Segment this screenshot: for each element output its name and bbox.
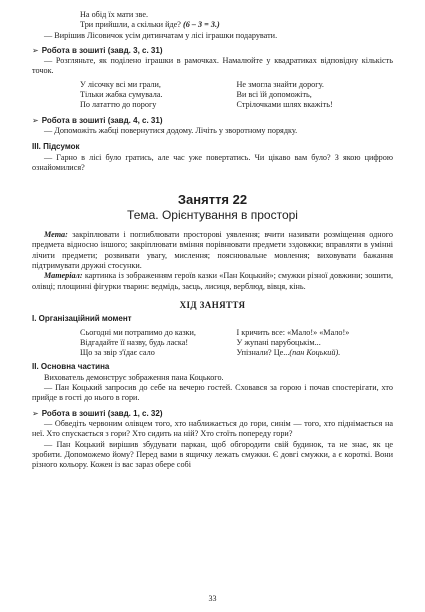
task-text: — Обведіть червоним олівцем того, хто наближається до гори, синім — того, хто піднімається на неї. Хто спускається з гори? Хто сидить на ній? Хто стоїть попереду гори? xyxy=(32,418,393,439)
poem-line: По лататтю до порогу xyxy=(80,100,157,110)
task-heading-row xyxy=(32,46,393,56)
top-poem xyxy=(32,10,393,31)
goal-label: Мета: xyxy=(44,230,68,240)
top-poem-text: Три прийшли, а скільки йде? xyxy=(80,20,181,30)
goal-paragraph xyxy=(32,230,393,271)
arrow-bullet-icon: ➢ xyxy=(32,115,39,125)
top-poem-formula: (6 – 3 = 3.) xyxy=(182,20,220,30)
section-heading-main: ІІ. Основна частина xyxy=(32,362,110,372)
arrow-bullet-icon: ➢ xyxy=(32,408,39,418)
task-heading: Робота в зошиті (завд. 4, с. 31) xyxy=(41,115,163,125)
materials-text: картинка із зображенням героїв казки «Пан Коцький»; смужки різної довжини; зошити, олівці; площинні фігурки тварин: ведмідь, заєць, лисиця, верблюд, вівця, кінь. xyxy=(32,271,393,291)
section-heading-summary: ІІІ. Підсумок xyxy=(32,142,80,152)
poem-text: Упізнали? Це... xyxy=(236,348,290,358)
top-poem-line xyxy=(80,20,393,30)
poem-line: Стрілочками шлях вкажіть! xyxy=(236,100,333,110)
main-paragraph: — Пан Коцький запросив до себе на вечерю гостей. Сховався за горою і почав спостерігати, хто прийде в гості до нього в гори. xyxy=(32,383,393,403)
task-text: — Допоможіть жабці повернутися додому. Лічіть у зворотному порядку. xyxy=(44,125,298,135)
lesson-title: Заняття 22 xyxy=(177,192,248,208)
task-heading: Робота в зошиті (завд. 3, с. 31) xyxy=(41,45,163,55)
summary-text: — Гарно в лісі було гратись, але час уже повертатись. Чи цікаво вам було? З якою цифрою ознайомилися? xyxy=(32,152,393,172)
materials-paragraph xyxy=(32,271,393,292)
poem-column-right xyxy=(237,80,394,111)
poem-line: Відгадайте її назву, будь ласка! xyxy=(80,337,189,347)
task-text: — Пан Коцький вирішив збудувати паркан, щоб обгородити свій будинок, та не знає, як це зробити. Допоможемо йому? Перед вами в ящичку лежать смужки. Є довгі смужки, а є короткі. Вони різного кольору. Кожен із вас зараз обере собі xyxy=(32,439,393,470)
paragraph-gift: — Вирішив Лісовичок усім дитинчатам у лісі іграшки подарувати. xyxy=(44,30,278,40)
poem-line: У лісочку всі ми грали, xyxy=(80,79,161,89)
poem-column-right xyxy=(237,328,394,359)
frog-poem xyxy=(32,80,393,111)
task-heading-row xyxy=(32,116,393,126)
materials-label: Матеріал: xyxy=(44,271,83,281)
poem-column-left xyxy=(80,328,237,359)
main-paragraph: Вихователь демонструє зображення пана Коцького. xyxy=(44,372,224,382)
poem-line: Ви всі їй допоможіть, xyxy=(236,90,312,100)
section-heading-org: І. Організаційний момент xyxy=(32,314,132,324)
task-heading-row xyxy=(32,409,393,419)
poem-line xyxy=(237,348,394,358)
task-text: — Розгляньте, як поділено іграшки в рамочках. Намалюйте у квадратиках відповідну кількість точок. xyxy=(32,56,393,76)
poem-line: І кричить все: «Мало!» «Мало!» xyxy=(236,327,350,337)
course-heading: ХІД ЗАНЯТТЯ xyxy=(179,299,246,310)
arrow-bullet-icon: ➢ xyxy=(32,45,39,55)
poem-line: Сьогодні ми потрапимо до казки, xyxy=(80,327,196,337)
page-number: 33 xyxy=(208,594,217,603)
lesson-topic: Тема. Орієнтування в просторі xyxy=(127,208,298,223)
poem-line: Не змогла знайти дорогу. xyxy=(236,79,324,89)
riddle-poem xyxy=(32,328,393,359)
task-heading: Робота в зошиті (завд. 1, с. 32) xyxy=(41,408,163,418)
poem-line: У жупані парубоцькім... xyxy=(236,337,321,347)
poem-line: Що за звір з'їдає сало xyxy=(80,348,155,358)
riddle-answer: (пан Коцький). xyxy=(289,348,341,358)
poem-line: Тільки жабка сумувала. xyxy=(80,90,163,100)
top-poem-line: На обід їх мати зве. xyxy=(80,10,149,19)
poem-column-left xyxy=(80,80,237,111)
goal-text: закріплювати і поглиблювати просторові уявлення; вчити називати розміщення одного предмета відносно іншого; закріплювати вміння порівнювати предмети зздовжки; вправляти в умінні лічити предмети; розвивати увагу, мислення; пояснювальне мовлення; виховувати бажання підтримувати дружні стосунки. xyxy=(32,230,394,271)
